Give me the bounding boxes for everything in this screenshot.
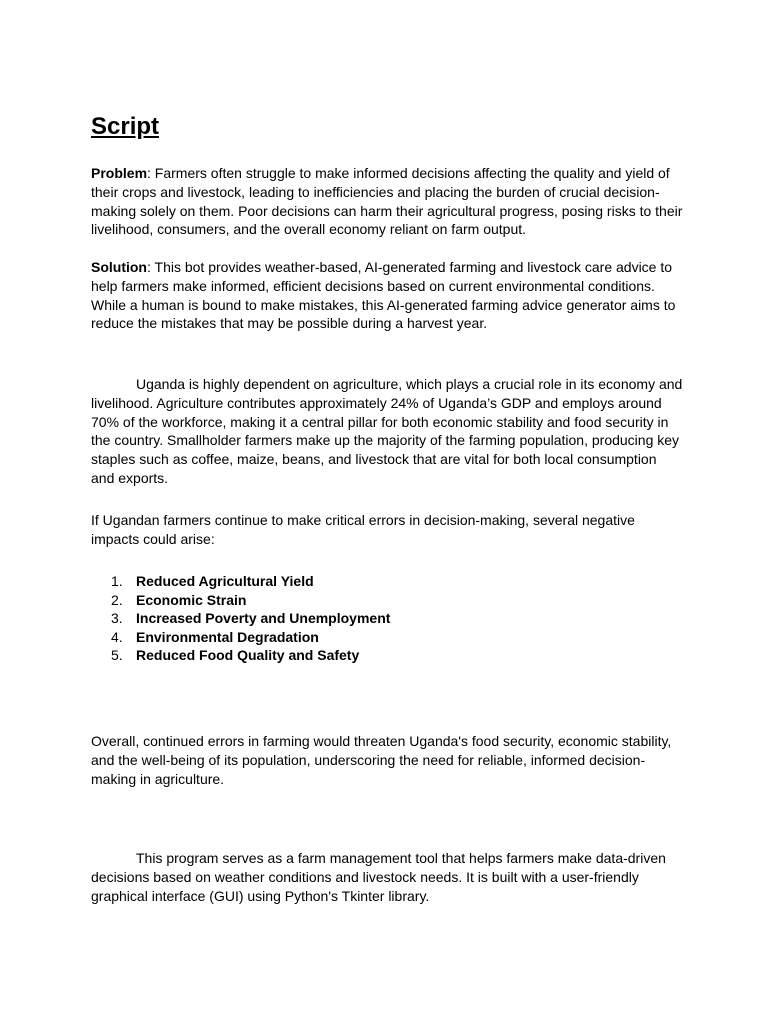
errors-intro-paragraph: If Ugandan farmers continue to make critical errors in decision-making, several negative impacts could arise:	[91, 512, 635, 547]
solution-text: : This bot provides weather-based, AI-generated farming and livestock care advice to help farmers make informed, efficient decisions based on current environmental conditions. While a human is bound to make mistakes, this AI-generated farming advice generator aims to reduce the mistakes that may be possible during a harvest year.	[91, 259, 676, 332]
list-item-label: Economic Strain	[136, 591, 247, 608]
problem-text: : Farmers often struggle to make informed decisions affecting the quality and yield of their crops and livestock, leading to inefficiencies and placing the burden of crucial decision-making solely on them. Poor decisions can harm their agricultural progress, posing risks to their livelihood, consumers, and the overall economy reliant on farm output.	[91, 165, 683, 238]
overall-paragraph: Overall, continued errors in farming would threaten Uganda's food security, economic stability, and the well-being of its population, underscoring the need for reliable, informed decision-making in agriculture.	[91, 733, 672, 787]
problem-paragraph	[91, 164, 683, 239]
solution-label: Solution	[91, 259, 147, 275]
list-item-label: Reduced Agricultural Yield	[136, 573, 314, 589]
list-item	[91, 646, 390, 665]
list-item-label: Reduced Food Quality and Safety	[136, 647, 360, 664]
uganda-paragraph: Uganda is highly dependent on agriculture, which plays a crucial role in its economy and livelihood. Agriculture contributes approximately 24% of Uganda’s GDP and employs around 70% of the workforce, making it a central pillar for both economic stability and food security in the country. Smallholder farmers make up the majority of the farming population, producing key staples such as coffee, maize, beans, and livestock that are vital for both local consumption and exports.	[91, 376, 683, 486]
list-item	[91, 591, 390, 610]
list-item-number: 5.	[111, 647, 123, 664]
solution-paragraph	[91, 258, 683, 333]
problem-label: Problem	[91, 165, 148, 181]
document-title: Script	[91, 113, 160, 140]
list-item	[91, 609, 390, 628]
impacts-list	[91, 572, 390, 665]
list-item-number: 3.	[111, 610, 123, 627]
list-item-number: 2.	[111, 591, 123, 608]
list-item	[91, 628, 390, 647]
list-item-label: Environmental Degradation	[136, 628, 319, 645]
program-paragraph: This program serves as a farm management tool that helps farmers make data-driven decisions based on weather conditions and livestock needs. It is built with a user-friendly graphical interface (GUI) using Python's Tkinter library.	[91, 850, 666, 904]
list-item-number: 4.	[111, 628, 123, 645]
list-item-number: 1.	[111, 573, 123, 589]
list-item	[91, 572, 390, 591]
list-item-label: Increased Poverty and Unemployment	[136, 610, 391, 627]
